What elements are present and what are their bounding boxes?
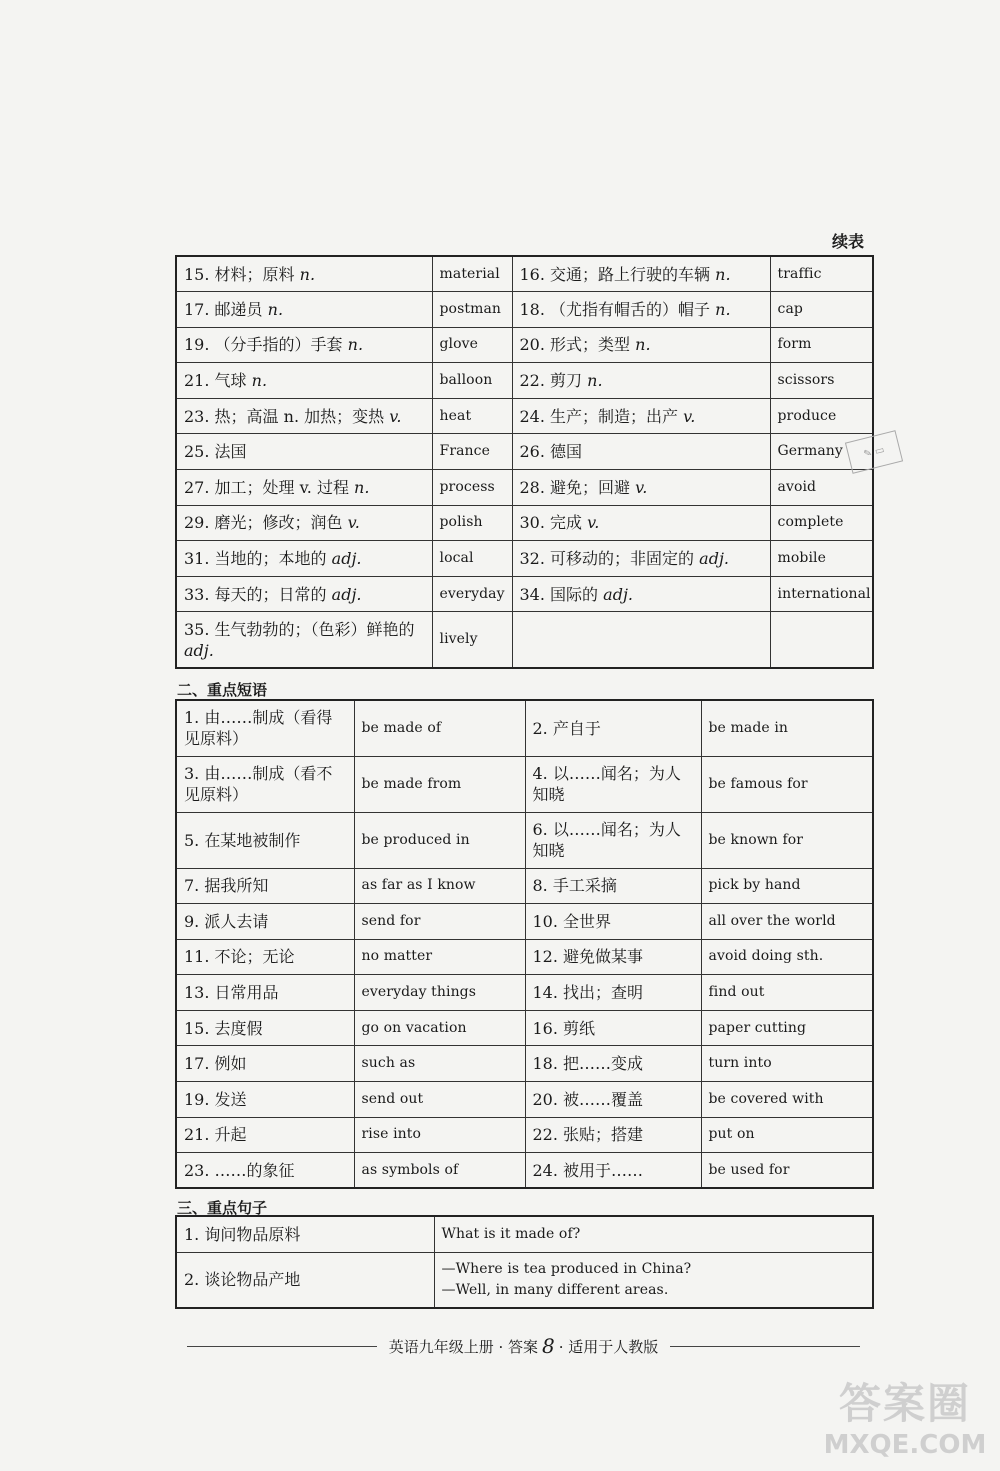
vocab-en: [432, 576, 512, 612]
phrase-en-text: put on: [708, 1126, 755, 1143]
item-number: 21.: [184, 371, 210, 391]
item-number: 27.: [184, 477, 210, 497]
vocab-en-text: postman: [439, 300, 502, 317]
sentences-table: [175, 1215, 874, 1309]
sentence-en-line: —Well, in many different areas.: [441, 1281, 669, 1298]
vocab-cn: [176, 505, 432, 541]
vocab-cn: [512, 256, 770, 292]
phrase-cn: [525, 812, 701, 868]
phrase-en-text: go on vacation: [361, 1019, 467, 1036]
phrase-row: [176, 904, 873, 940]
phrase-cn-text: 由……制成（看不见原料）: [184, 764, 333, 804]
phrase-en: [701, 1117, 873, 1153]
item-number: 14.: [532, 983, 558, 1003]
phrase-en-text: send for: [361, 912, 421, 929]
phrase-en-text: as far as I know: [361, 877, 476, 894]
vocab-cn-text: 剪刀: [550, 371, 583, 391]
section-3-title: 三、重点句子: [177, 1199, 268, 1217]
vocab-en-text: form: [777, 336, 812, 353]
part-of-speech: n.: [299, 264, 316, 284]
part-of-speech: n.: [251, 371, 268, 391]
part-of-speech: adj.: [331, 549, 362, 569]
phrase-cn: [176, 756, 354, 812]
vocab-en: [770, 576, 873, 612]
vocab-en-text: balloon: [439, 372, 493, 389]
vocab-cn-text: 材料；原料: [214, 264, 295, 284]
phrase-cn-text: 全世界: [563, 911, 612, 931]
item-number: 17.: [184, 299, 210, 319]
phrase-cn-text: 派人去请: [204, 911, 269, 931]
item-number: 17.: [184, 1054, 210, 1074]
item-number: 1.: [184, 1224, 200, 1244]
part-of-speech: n.: [347, 335, 364, 355]
vocab-en-text: produce: [777, 407, 837, 424]
section-2-title: 二、重点短语: [177, 681, 268, 699]
part-of-speech: n.: [635, 335, 651, 355]
vocab-en: [770, 612, 873, 668]
phrase-cn-text: 不论；无论: [214, 947, 295, 967]
vocab-row: [176, 327, 873, 363]
item-number: 21.: [184, 1125, 210, 1145]
vocab-en-text: lively: [439, 631, 478, 648]
continued-label: 续表: [832, 232, 865, 251]
vocab-en-text: scissors: [777, 372, 835, 389]
phrase-en-text: be covered with: [708, 1090, 824, 1107]
vocab-en: [770, 470, 873, 506]
phrase-cn: [176, 868, 354, 904]
item-number: 22.: [532, 1125, 558, 1145]
phrase-cn-text: 去度假: [214, 1018, 263, 1038]
phrase-cn: [176, 1117, 354, 1153]
item-number: 19.: [184, 335, 210, 355]
phrase-cn-text: 张贴；搭建: [563, 1125, 644, 1145]
phrase-cn-text: 发送: [214, 1089, 247, 1109]
vocab-cn: [176, 398, 432, 434]
item-number: 7.: [184, 876, 200, 896]
vocab-cn-text: 气球: [214, 371, 247, 391]
vocab-en: [432, 398, 512, 434]
item-number: 32.: [519, 549, 545, 569]
item-number: 5.: [184, 830, 200, 850]
phrase-cn: [525, 700, 701, 756]
vocab-en: [770, 541, 873, 577]
vocab-cn: [176, 612, 432, 668]
phrase-cn-text: 由……制成（看得见原料）: [184, 708, 333, 749]
vocab-en-text: France: [439, 443, 490, 460]
vocab-en-text: local: [439, 550, 474, 567]
phrase-cn: [525, 1153, 701, 1189]
vocab-en-text: avoid: [777, 478, 817, 495]
vocab-en: [432, 434, 512, 470]
vocab-cn: [512, 327, 770, 363]
page-footer: [175, 1334, 872, 1358]
phrase-cn: [525, 1117, 701, 1153]
vocab-cn-text: 完成: [550, 513, 583, 533]
part-of-speech: v.: [389, 406, 402, 426]
phrase-en-text: no matter: [361, 948, 433, 965]
item-number: 1.: [184, 708, 200, 728]
phrase-cn: [525, 939, 701, 975]
item-number: 13.: [184, 983, 210, 1003]
item-number: 18.: [519, 299, 545, 319]
phrase-en-text: turn into: [708, 1055, 772, 1072]
vocab-en: [770, 256, 873, 292]
vocab-row: [176, 505, 873, 541]
vocab-en: [770, 292, 873, 328]
phrase-cn: [176, 1046, 354, 1082]
phrase-row: [176, 975, 873, 1011]
item-number: 22.: [519, 371, 545, 391]
phrase-en-text: be made of: [361, 719, 442, 736]
item-number: 29.: [184, 513, 210, 533]
vocab-en: [432, 612, 512, 668]
phrase-en-text: rise into: [361, 1126, 422, 1143]
footer-book-title: 英语九年级上册 · 答案: [388, 1337, 539, 1356]
item-number: 31.: [184, 549, 210, 569]
vocab-cn-text: 加工；处理 v. 过程: [214, 477, 349, 497]
phrase-en-text: send out: [361, 1090, 424, 1107]
vocab-cn: [176, 327, 432, 363]
item-number: 25.: [184, 442, 210, 462]
page-number: 8: [542, 1334, 555, 1358]
vocab-en: [432, 327, 512, 363]
phrase-cn: [176, 812, 354, 868]
footer-edition: · 适用于人教版: [558, 1337, 659, 1356]
sentence-en: [434, 1252, 873, 1308]
item-number: 23.: [184, 1160, 210, 1180]
phrase-row: [176, 939, 873, 975]
phrase-row: [176, 1046, 873, 1082]
phrase-en: [701, 1082, 873, 1118]
item-number: 11.: [184, 947, 210, 967]
sentence-row: [176, 1216, 873, 1252]
phrase-en-text: be made from: [361, 775, 462, 792]
part-of-speech: adj.: [699, 549, 729, 569]
phrase-en: [354, 1010, 525, 1046]
vocab-en: [770, 505, 873, 541]
vocab-cn-text: 国际的: [550, 584, 599, 604]
phrase-cn-text: ……的象征: [214, 1160, 295, 1180]
part-of-speech: v.: [587, 513, 600, 533]
phrase-en-text: everyday things: [361, 984, 477, 1001]
watermark-logo: 答案圈: [838, 1379, 971, 1428]
vocab-en-text: cap: [777, 300, 803, 317]
vocab-row: [176, 363, 873, 399]
item-number: 15.: [184, 264, 210, 284]
phrase-cn: [525, 975, 701, 1011]
part-of-speech: v.: [683, 406, 696, 426]
vocab-en-text: polish: [439, 514, 483, 531]
phrase-en-text: such as: [361, 1055, 416, 1072]
vocab-cn: [176, 363, 432, 399]
phrase-en: [354, 939, 525, 975]
phrase-cn: [525, 756, 701, 812]
part-of-speech: v.: [635, 477, 648, 497]
vocab-en-text: traffic: [777, 265, 822, 282]
vocab-en: [432, 541, 512, 577]
vocab-cn: [512, 434, 770, 470]
vocab-en: [432, 292, 512, 328]
vocab-en-text: everyday: [439, 585, 505, 602]
phrase-en: [701, 939, 873, 975]
vocab-cn: [512, 292, 770, 328]
phrase-en: [701, 1153, 873, 1189]
vocab-cn: [512, 576, 770, 612]
watermark-url: MXQE.COM: [823, 1430, 987, 1460]
phrase-cn: [176, 975, 354, 1011]
sentence-cn: [176, 1252, 434, 1308]
phrase-en: [354, 700, 525, 756]
vocab-en-text: material: [439, 265, 500, 282]
phrase-row: [176, 1117, 873, 1153]
vocab-cn-text: 形式；类型: [550, 335, 631, 355]
item-number: 16.: [519, 264, 545, 284]
phrase-cn: [176, 1153, 354, 1189]
stamp-mark: ✎ ▭: [845, 430, 903, 474]
phrases-table: [175, 699, 874, 1189]
phrase-en-text: be produced in: [361, 831, 470, 848]
item-number: 2.: [532, 718, 548, 738]
phrase-en: [701, 1046, 873, 1082]
vocab-cn-text: 当地的；本地的: [214, 549, 327, 569]
part-of-speech: adj.: [184, 640, 214, 660]
item-number: 9.: [184, 911, 200, 931]
phrase-en-text: avoid doing sth.: [708, 948, 824, 965]
vocab-row: [176, 256, 873, 292]
phrase-cn-text: 产自于: [552, 718, 601, 738]
vocab-cn: [512, 612, 770, 668]
sentence-en: [434, 1216, 873, 1252]
vocab-cn: [512, 363, 770, 399]
item-number: 20.: [532, 1089, 558, 1109]
phrase-en-text: paper cutting: [708, 1019, 807, 1036]
phrase-en: [354, 756, 525, 812]
vocab-cn: [176, 576, 432, 612]
vocab-en-text: glove: [439, 336, 479, 353]
phrase-row: [176, 1082, 873, 1118]
item-number: 28.: [519, 477, 545, 497]
phrase-en: [354, 975, 525, 1011]
item-number: 19.: [184, 1089, 210, 1109]
item-number: 15.: [184, 1018, 210, 1038]
vocab-cn-text: 避免；回避: [550, 477, 631, 497]
phrase-cn-text: 以……闻名；为人知晓: [532, 820, 681, 860]
phrase-cn-text: 被……覆盖: [563, 1089, 644, 1109]
vocab-cn-text: （分手指的）手套: [214, 335, 343, 355]
phrase-cn-text: 在某地被制作: [204, 830, 301, 850]
vocab-cn-text: 磨光；修改；润色: [214, 513, 343, 533]
item-number: 20.: [519, 335, 545, 355]
vocab-en-text: Germany: [777, 443, 843, 460]
vocab-en: [432, 256, 512, 292]
vocab-cn-text: 生产；制造；出产: [550, 406, 679, 426]
vocab-cn-text: （尤指有帽舌的）帽子: [550, 299, 711, 319]
vocab-en: [770, 327, 873, 363]
phrase-cn: [176, 904, 354, 940]
vocab-row: [176, 541, 873, 577]
phrase-en-text: be known for: [708, 831, 804, 848]
part-of-speech: n.: [354, 477, 370, 497]
vocab-cn: [176, 470, 432, 506]
vocab-row: [176, 612, 873, 668]
phrase-cn-text: 据我所知: [204, 876, 269, 896]
item-number: 24.: [532, 1160, 558, 1180]
phrase-en-text: be used for: [708, 1161, 790, 1178]
vocab-row: [176, 576, 873, 612]
phrase-row: [176, 812, 873, 868]
phrase-cn: [176, 1082, 354, 1118]
phrase-en-text: pick by hand: [708, 877, 801, 894]
vocab-cn: [176, 541, 432, 577]
phrase-cn: [525, 1046, 701, 1082]
vocab-en: [770, 398, 873, 434]
vocab-row: [176, 470, 873, 506]
vocab-en: [432, 470, 512, 506]
item-number: 4.: [532, 764, 548, 783]
part-of-speech: v.: [347, 513, 360, 533]
phrase-cn-text: 被用于……: [563, 1160, 644, 1180]
vocab-row: [176, 398, 873, 434]
vocab-cn: [512, 541, 770, 577]
phrase-en: [354, 904, 525, 940]
sentence-cn-text: 谈论物品产地: [204, 1270, 301, 1290]
part-of-speech: n.: [715, 299, 731, 319]
phrase-en: [701, 812, 873, 868]
phrase-row: [176, 1010, 873, 1046]
item-number: 10.: [532, 911, 558, 931]
item-number: 24.: [519, 406, 545, 426]
vocab-cn: [176, 434, 432, 470]
vocab-en: [770, 363, 873, 399]
item-number: 33.: [184, 584, 210, 604]
vocab-cn-text: 德国: [550, 442, 583, 462]
phrase-cn: [176, 939, 354, 975]
phrase-cn-text: 把……变成: [563, 1054, 644, 1074]
sentence-row: [176, 1252, 873, 1308]
vocab-cn-text: 生气勃勃的；（色彩）鲜艳的: [214, 619, 415, 639]
vocab-cn-text: 每天的；日常的: [214, 584, 327, 604]
phrase-cn-text: 避免做某事: [563, 947, 644, 967]
vocab-en-text: process: [439, 478, 495, 495]
sentence-cn: [176, 1216, 434, 1252]
watermark: [820, 1378, 990, 1466]
phrase-cn-text: 例如: [214, 1054, 247, 1074]
phrase-en-text: all over the world: [708, 912, 836, 929]
vocab-cn-text: 可移动的；非固定的: [550, 549, 695, 569]
phrase-cn: [176, 1010, 354, 1046]
item-number: 6.: [532, 820, 548, 839]
part-of-speech: adj.: [331, 584, 362, 604]
phrase-en: [701, 975, 873, 1011]
footer-rule: [670, 1346, 860, 1347]
phrase-en-text: find out: [708, 984, 765, 1001]
phrase-en-text: be famous for: [708, 775, 808, 792]
vocab-en: [432, 363, 512, 399]
vocab-cn-text: 邮递员: [214, 299, 263, 319]
vocab-row: [176, 292, 873, 328]
vocab-cn-text: 交通；路上行驶的车辆: [550, 264, 711, 284]
phrase-row: [176, 868, 873, 904]
vocab-cn: [512, 505, 770, 541]
phrase-cn-text: 找出；查明: [563, 983, 644, 1003]
item-number: 12.: [532, 947, 558, 967]
part-of-speech: n.: [587, 371, 603, 391]
sentence-en-line: —Where is tea produced in China?: [441, 1260, 692, 1277]
phrase-row: [176, 700, 873, 756]
vocab-en-text: complete: [777, 514, 844, 531]
phrase-en: [354, 1117, 525, 1153]
vocab-row: [176, 434, 873, 470]
item-number: 3.: [184, 764, 200, 783]
phrase-en: [701, 756, 873, 812]
vocab-cn: [176, 292, 432, 328]
vocab-cn: [176, 256, 432, 292]
phrase-en: [354, 812, 525, 868]
phrase-cn: [525, 868, 701, 904]
phrase-cn-text: 升起: [214, 1125, 247, 1145]
phrase-row: [176, 1153, 873, 1189]
item-number: 18.: [532, 1054, 558, 1074]
part-of-speech: n.: [267, 299, 284, 319]
phrase-en-text: as symbols of: [361, 1161, 459, 1178]
phrase-cn-text: 剪纸: [563, 1018, 596, 1038]
vocab-en-text: heat: [439, 407, 472, 424]
item-number: 8.: [532, 876, 548, 896]
vocab-cn: [512, 398, 770, 434]
sentence-en-line: What is it made of?: [441, 1225, 581, 1242]
sentence-cn-text: 询问物品原料: [204, 1224, 301, 1244]
item-number: 35.: [184, 619, 210, 639]
phrase-cn-text: 日常用品: [214, 983, 279, 1003]
phrase-en: [701, 1010, 873, 1046]
item-number: 2.: [184, 1270, 200, 1290]
vocab-en-text: mobile: [777, 550, 827, 567]
item-number: 16.: [532, 1018, 558, 1038]
phrase-en: [701, 868, 873, 904]
part-of-speech: n.: [715, 264, 731, 284]
phrase-cn: [176, 700, 354, 756]
phrase-en-text: be made in: [708, 719, 789, 736]
phrase-en: [354, 1153, 525, 1189]
phrase-cn-text: 手工采摘: [552, 876, 617, 896]
phrase-cn: [525, 1010, 701, 1046]
phrase-cn: [525, 904, 701, 940]
item-number: 26.: [519, 442, 545, 462]
vocab-cn-text: 热；高温 n. 加热；变热: [214, 406, 385, 426]
part-of-speech: adj.: [603, 584, 633, 604]
item-number: 30.: [519, 513, 545, 533]
phrase-cn: [525, 1082, 701, 1118]
vocab-en: [432, 505, 512, 541]
item-number: 23.: [184, 406, 210, 426]
phrase-row: [176, 756, 873, 812]
item-number: 34.: [519, 584, 545, 604]
phrase-cn-text: 以……闻名；为人知晓: [532, 764, 681, 804]
footer-rule: [187, 1346, 377, 1347]
phrase-en: [701, 700, 873, 756]
phrase-en: [354, 1046, 525, 1082]
phrase-en: [701, 904, 873, 940]
phrase-en: [354, 1082, 525, 1118]
vocab-cn: [512, 470, 770, 506]
vocab-cn-text: 法国: [214, 442, 247, 462]
vocab-en-text: international: [777, 585, 871, 602]
phrase-en: [354, 868, 525, 904]
vocab-table: [175, 255, 874, 669]
